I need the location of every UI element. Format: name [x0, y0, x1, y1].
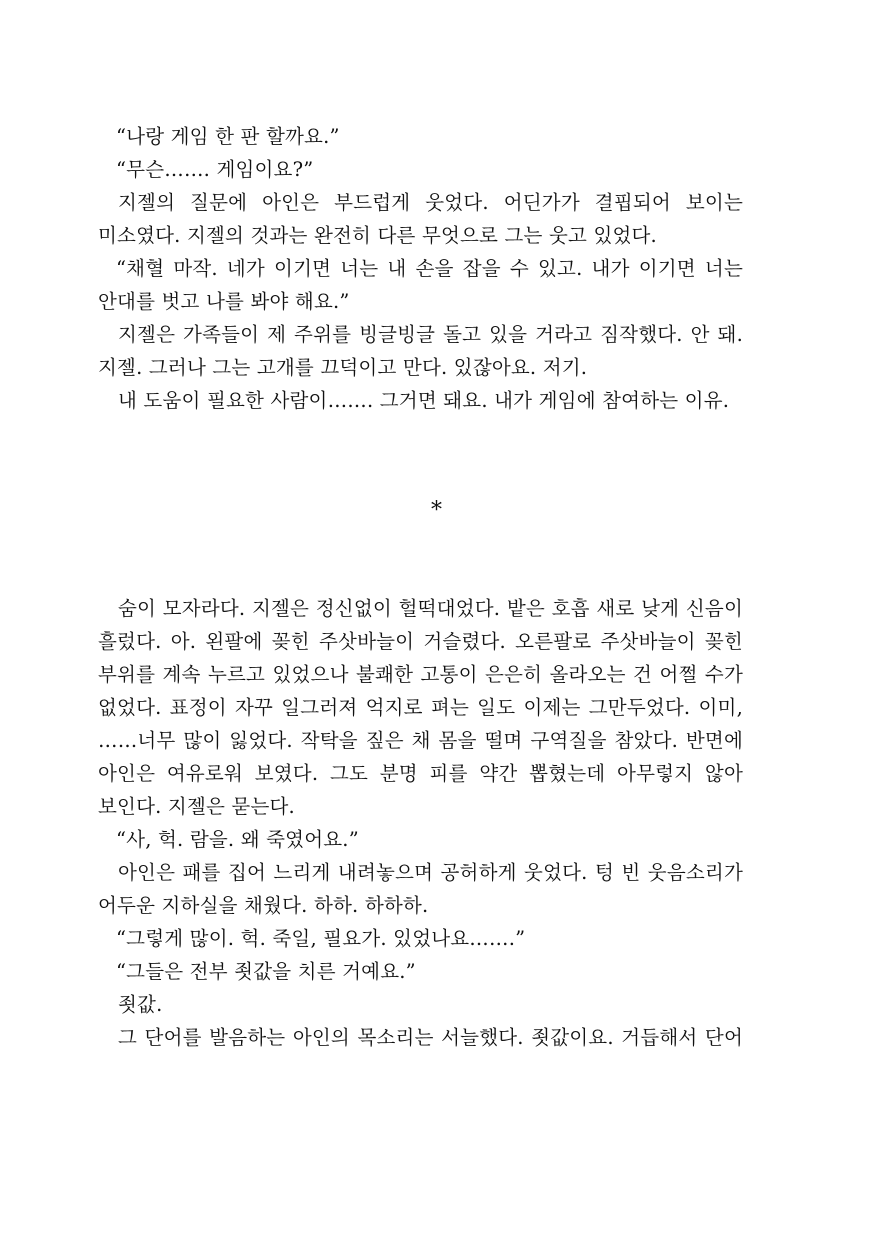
paragraph: “채혈 마작. 네가 이기면 너는 내 손을 잡을 수 있고. 내가 이기면 너는 안대를 벗고 나를 봐야 해요.” — [98, 257, 743, 313]
text-section-1 — [98, 120, 743, 417]
paragraph: 숨이 모자라다. 지젤은 정신없이 헐떡대었다. 밭은 호흡 새로 낮게 신음이 흘렀다. 아. 왼팔에 꽂힌 주삿바늘이 거슬렸다. 오른팔로 주삿바늘이 꽂힌 부위를 계속 누르고 있었으나 불쾌한 고통이 은은히 올라오는 건 어쩔 수가 없었다. 표정이 자꾸 일그러져 억지로 펴는 일도 이제는 그만두었다. 이미, ……너무 많이 잃었다. 작탁을 짚은 채 몸을 떨며 구역질을 참았다. 반면에 아인은 여유로워 보였다. 그도 분명 피를 약간 뽑혔는데 아무렇지 않아 보인다. 지젤은 묻는다. — [98, 597, 743, 818]
paragraph: 그 단어를 발음하는 아인의 목소리는 서늘했다. 죗값이요. 거듭해서 단어 — [118, 1026, 743, 1049]
section-break-asterisk: * — [431, 498, 442, 523]
paragraph: 지젤은 가족들이 제 주위를 빙글빙글 돌고 있을 거라고 짐작했다. 안 돼. 지젤. 그러나 그는 고개를 끄덕이고 만다. 있잖아요. 저기. — [98, 323, 743, 379]
paragraph: “사, 헉. 람을. 왜 죽였어요.” — [116, 828, 359, 851]
paragraph: “무슨……. 게임이요?” — [116, 158, 314, 181]
paragraph: “그들은 전부 죗값을 치른 거예요.” — [116, 960, 416, 983]
paragraph: 아인은 패를 집어 느리게 내려놓으며 공허하게 웃었다. 텅 빈 웃음소리가 어두운 지하실을 채웠다. 하하. 하하하. — [98, 861, 743, 917]
paragraph: 내 도움이 필요한 사람이……. 그거면 돼요. 내가 게임에 참여하는 이유. — [118, 389, 730, 412]
paragraph: 죗값. — [118, 993, 163, 1016]
text-section-2 — [98, 592, 743, 1054]
paragraph: 지젤의 질문에 아인은 부드럽게 웃었다. 어딘가가 결핍되어 보이는 미소였다. 지젤의 것과는 완전히 다른 무엇으로 그는 웃고 있었다. — [98, 191, 743, 247]
paragraph: “그렇게 많이. 헉. 죽일, 필요가. 있었나요…….” — [116, 927, 526, 950]
paragraph: “나랑 게임 한 판 할까요.” — [116, 125, 340, 148]
